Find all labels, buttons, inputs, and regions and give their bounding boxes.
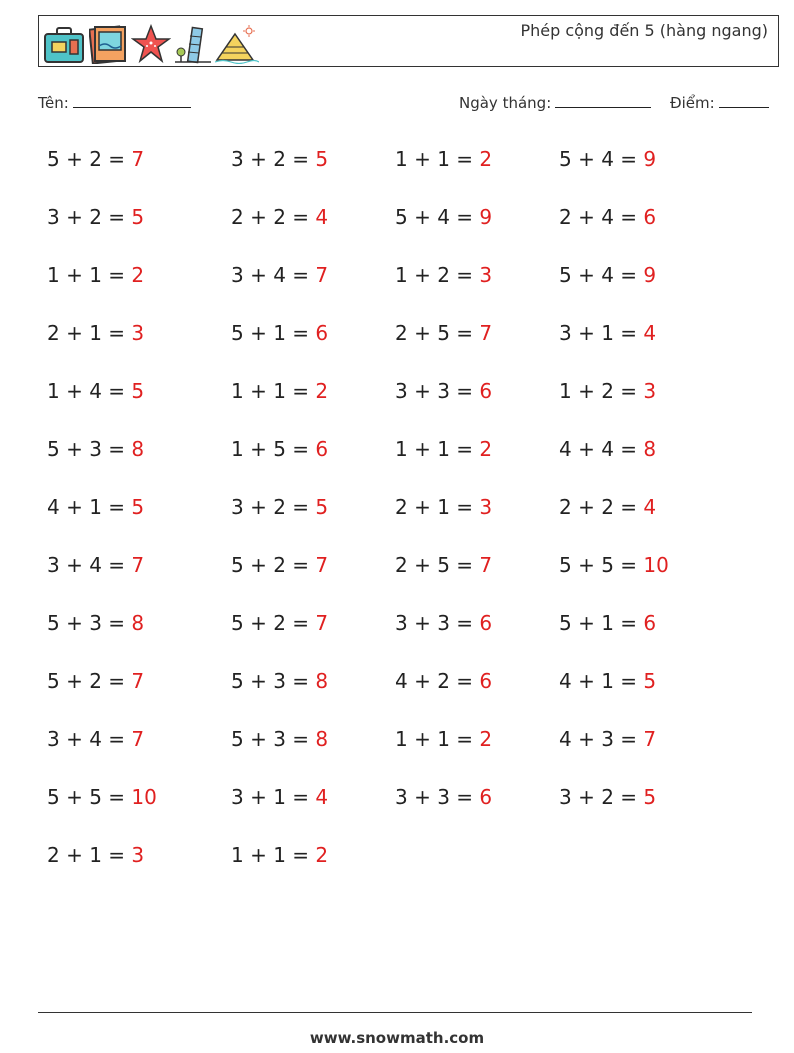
problem-question: 5 + 4 =	[559, 263, 638, 287]
problem-item	[47, 147, 144, 171]
date-label: Ngày tháng:	[459, 94, 552, 112]
problem-question: 3 + 3 =	[395, 379, 474, 403]
problem-answer: 2	[479, 727, 493, 751]
problem-answer: 2	[479, 147, 493, 171]
problem-answer: 3	[479, 263, 493, 287]
problem-item	[395, 321, 492, 345]
problem-answer: 4	[643, 495, 657, 519]
problem-question: 2 + 4 =	[559, 205, 638, 229]
problem-question: 5 + 1 =	[231, 321, 310, 345]
problem-item	[559, 147, 656, 171]
problem-item	[231, 495, 328, 519]
problem-item	[231, 147, 328, 171]
pyramid-icon	[215, 24, 259, 64]
problem-item	[231, 263, 328, 287]
problem-answer: 8	[315, 727, 329, 751]
problem-question: 2 + 1 =	[47, 321, 126, 345]
problem-question: 5 + 2 =	[47, 147, 126, 171]
problem-question: 5 + 3 =	[47, 611, 126, 635]
problem-answer: 7	[131, 727, 145, 751]
header-icons	[43, 20, 259, 64]
problem-answer: 3	[479, 495, 493, 519]
problem-question: 3 + 3 =	[395, 611, 474, 635]
problem-answer: 6	[315, 321, 329, 345]
problem-item	[47, 263, 144, 287]
header-box	[38, 15, 779, 67]
problem-answer: 5	[643, 785, 657, 809]
problem-answer: 9	[643, 263, 657, 287]
problem-item	[47, 205, 144, 229]
problem-item	[47, 727, 144, 751]
problem-question: 5 + 2 =	[47, 669, 126, 693]
problem-item	[559, 263, 656, 287]
name-field[interactable]	[38, 93, 191, 112]
problem-item	[559, 785, 656, 809]
problem-item	[231, 843, 328, 867]
problem-answer: 6	[479, 379, 493, 403]
problem-item	[47, 843, 144, 867]
problem-question: 1 + 1 =	[231, 843, 310, 867]
problem-answer: 9	[479, 205, 493, 229]
problem-answer: 7	[643, 727, 657, 751]
problem-item	[395, 205, 492, 229]
problem-answer: 7	[315, 263, 329, 287]
problem-question: 1 + 2 =	[559, 379, 638, 403]
problem-item	[231, 669, 328, 693]
problem-answer: 2	[315, 843, 329, 867]
score-line	[719, 93, 769, 108]
problem-question: 5 + 4 =	[559, 147, 638, 171]
problem-answer: 3	[643, 379, 657, 403]
problem-answer: 2	[479, 437, 493, 461]
problem-answer: 10	[131, 785, 157, 809]
problem-item	[231, 553, 328, 577]
problem-question: 1 + 1 =	[395, 727, 474, 751]
problem-answer: 8	[131, 611, 145, 635]
problem-question: 1 + 2 =	[395, 263, 474, 287]
problem-item	[47, 553, 144, 577]
problem-answer: 4	[315, 205, 329, 229]
problem-question: 4 + 1 =	[559, 669, 638, 693]
problem-question: 3 + 4 =	[231, 263, 310, 287]
problem-question: 3 + 1 =	[231, 785, 310, 809]
pisa-tower-icon	[175, 22, 211, 64]
problem-item	[559, 437, 656, 461]
date-line	[555, 93, 651, 108]
problem-question: 1 + 1 =	[395, 437, 474, 461]
problem-question: 5 + 3 =	[231, 727, 310, 751]
problem-question: 5 + 4 =	[395, 205, 474, 229]
problem-question: 3 + 4 =	[47, 553, 126, 577]
problem-item	[231, 611, 328, 635]
problem-item	[395, 379, 492, 403]
problem-item	[395, 495, 492, 519]
problem-question: 3 + 2 =	[559, 785, 638, 809]
problem-answer: 8	[643, 437, 657, 461]
problem-item	[395, 785, 492, 809]
problem-item	[47, 495, 144, 519]
problem-answer: 5	[131, 495, 145, 519]
footer-url: www.snowmath.com	[309, 1029, 485, 1047]
problem-item	[231, 205, 328, 229]
problem-answer: 10	[643, 553, 669, 577]
problem-answer: 9	[643, 147, 657, 171]
problem-item	[559, 727, 656, 751]
problem-item	[395, 437, 492, 461]
problem-item	[231, 321, 328, 345]
problem-question: 3 + 2 =	[231, 147, 310, 171]
problem-question: 4 + 3 =	[559, 727, 638, 751]
problem-question: 1 + 5 =	[231, 437, 310, 461]
problem-item	[559, 379, 656, 403]
problem-answer: 6	[479, 611, 493, 635]
problem-question: 2 + 1 =	[395, 495, 474, 519]
problem-question: 3 + 4 =	[47, 727, 126, 751]
problem-item	[47, 379, 144, 403]
problem-answer: 2	[315, 379, 329, 403]
problem-answer: 7	[131, 147, 145, 171]
problem-item	[395, 727, 492, 751]
problem-answer: 8	[131, 437, 145, 461]
photo-icon	[89, 24, 127, 64]
problem-item	[47, 785, 157, 809]
score-field[interactable]	[670, 93, 769, 112]
problem-answer: 5	[315, 495, 329, 519]
problem-item	[395, 553, 492, 577]
problem-answer: 7	[479, 321, 493, 345]
problem-answer: 5	[131, 379, 145, 403]
problem-item	[395, 669, 492, 693]
problem-question: 4 + 2 =	[395, 669, 474, 693]
problem-item	[231, 437, 328, 461]
problem-answer: 7	[479, 553, 493, 577]
problem-answer: 3	[131, 843, 145, 867]
problem-question: 5 + 1 =	[559, 611, 638, 635]
problem-answer: 2	[131, 263, 145, 287]
problem-question: 2 + 5 =	[395, 321, 474, 345]
problem-item	[231, 379, 328, 403]
worksheet-title: Phép cộng đến 5 (hàng ngang)	[520, 21, 768, 40]
problem-item	[559, 205, 656, 229]
name-line	[73, 93, 191, 108]
problem-item	[231, 727, 328, 751]
problem-question: 5 + 2 =	[231, 611, 310, 635]
problem-answer: 7	[131, 553, 145, 577]
problem-answer: 8	[315, 669, 329, 693]
problem-answer: 7	[131, 669, 145, 693]
problem-question: 3 + 2 =	[231, 495, 310, 519]
problem-item	[47, 669, 144, 693]
problem-item	[559, 669, 656, 693]
problem-question: 1 + 4 =	[47, 379, 126, 403]
problem-answer: 6	[643, 611, 657, 635]
date-field[interactable]	[459, 93, 651, 112]
problem-question: 5 + 3 =	[47, 437, 126, 461]
problem-answer: 5	[643, 669, 657, 693]
problem-item	[47, 611, 144, 635]
problem-answer: 6	[479, 785, 493, 809]
problem-answer: 6	[479, 669, 493, 693]
score-label: Điểm:	[670, 94, 715, 112]
problem-question: 1 + 1 =	[47, 263, 126, 287]
problem-answer: 7	[315, 553, 329, 577]
problem-item	[395, 263, 492, 287]
problem-item	[47, 437, 144, 461]
problem-item	[559, 553, 669, 577]
problem-answer: 6	[315, 437, 329, 461]
problem-question: 5 + 5 =	[559, 553, 638, 577]
problem-answer: 4	[315, 785, 329, 809]
problem-answer: 5	[131, 205, 145, 229]
problem-question: 5 + 5 =	[47, 785, 126, 809]
problem-answer: 4	[643, 321, 657, 345]
problem-item	[559, 611, 656, 635]
problem-question: 4 + 1 =	[47, 495, 126, 519]
problem-answer: 5	[315, 147, 329, 171]
problem-answer: 6	[643, 205, 657, 229]
problem-question: 3 + 3 =	[395, 785, 474, 809]
name-label: Tên:	[38, 94, 69, 112]
starfish-icon	[131, 24, 171, 64]
problem-question: 2 + 2 =	[231, 205, 310, 229]
problem-question: 4 + 4 =	[559, 437, 638, 461]
problem-answer: 3	[131, 321, 145, 345]
problem-question: 3 + 2 =	[47, 205, 126, 229]
problem-item	[559, 495, 656, 519]
problem-question: 1 + 1 =	[231, 379, 310, 403]
problem-question: 2 + 2 =	[559, 495, 638, 519]
problem-answer: 7	[315, 611, 329, 635]
problem-question: 2 + 1 =	[47, 843, 126, 867]
problem-question: 5 + 3 =	[231, 669, 310, 693]
problem-item	[395, 147, 492, 171]
problem-question: 2 + 5 =	[395, 553, 474, 577]
suitcase-icon	[43, 26, 85, 64]
footer-divider	[38, 1012, 752, 1013]
problem-item	[395, 611, 492, 635]
problem-question: 5 + 2 =	[231, 553, 310, 577]
problem-item	[231, 785, 328, 809]
problem-item	[559, 321, 656, 345]
problem-item	[47, 321, 144, 345]
problem-question: 1 + 1 =	[395, 147, 474, 171]
problem-question: 3 + 1 =	[559, 321, 638, 345]
